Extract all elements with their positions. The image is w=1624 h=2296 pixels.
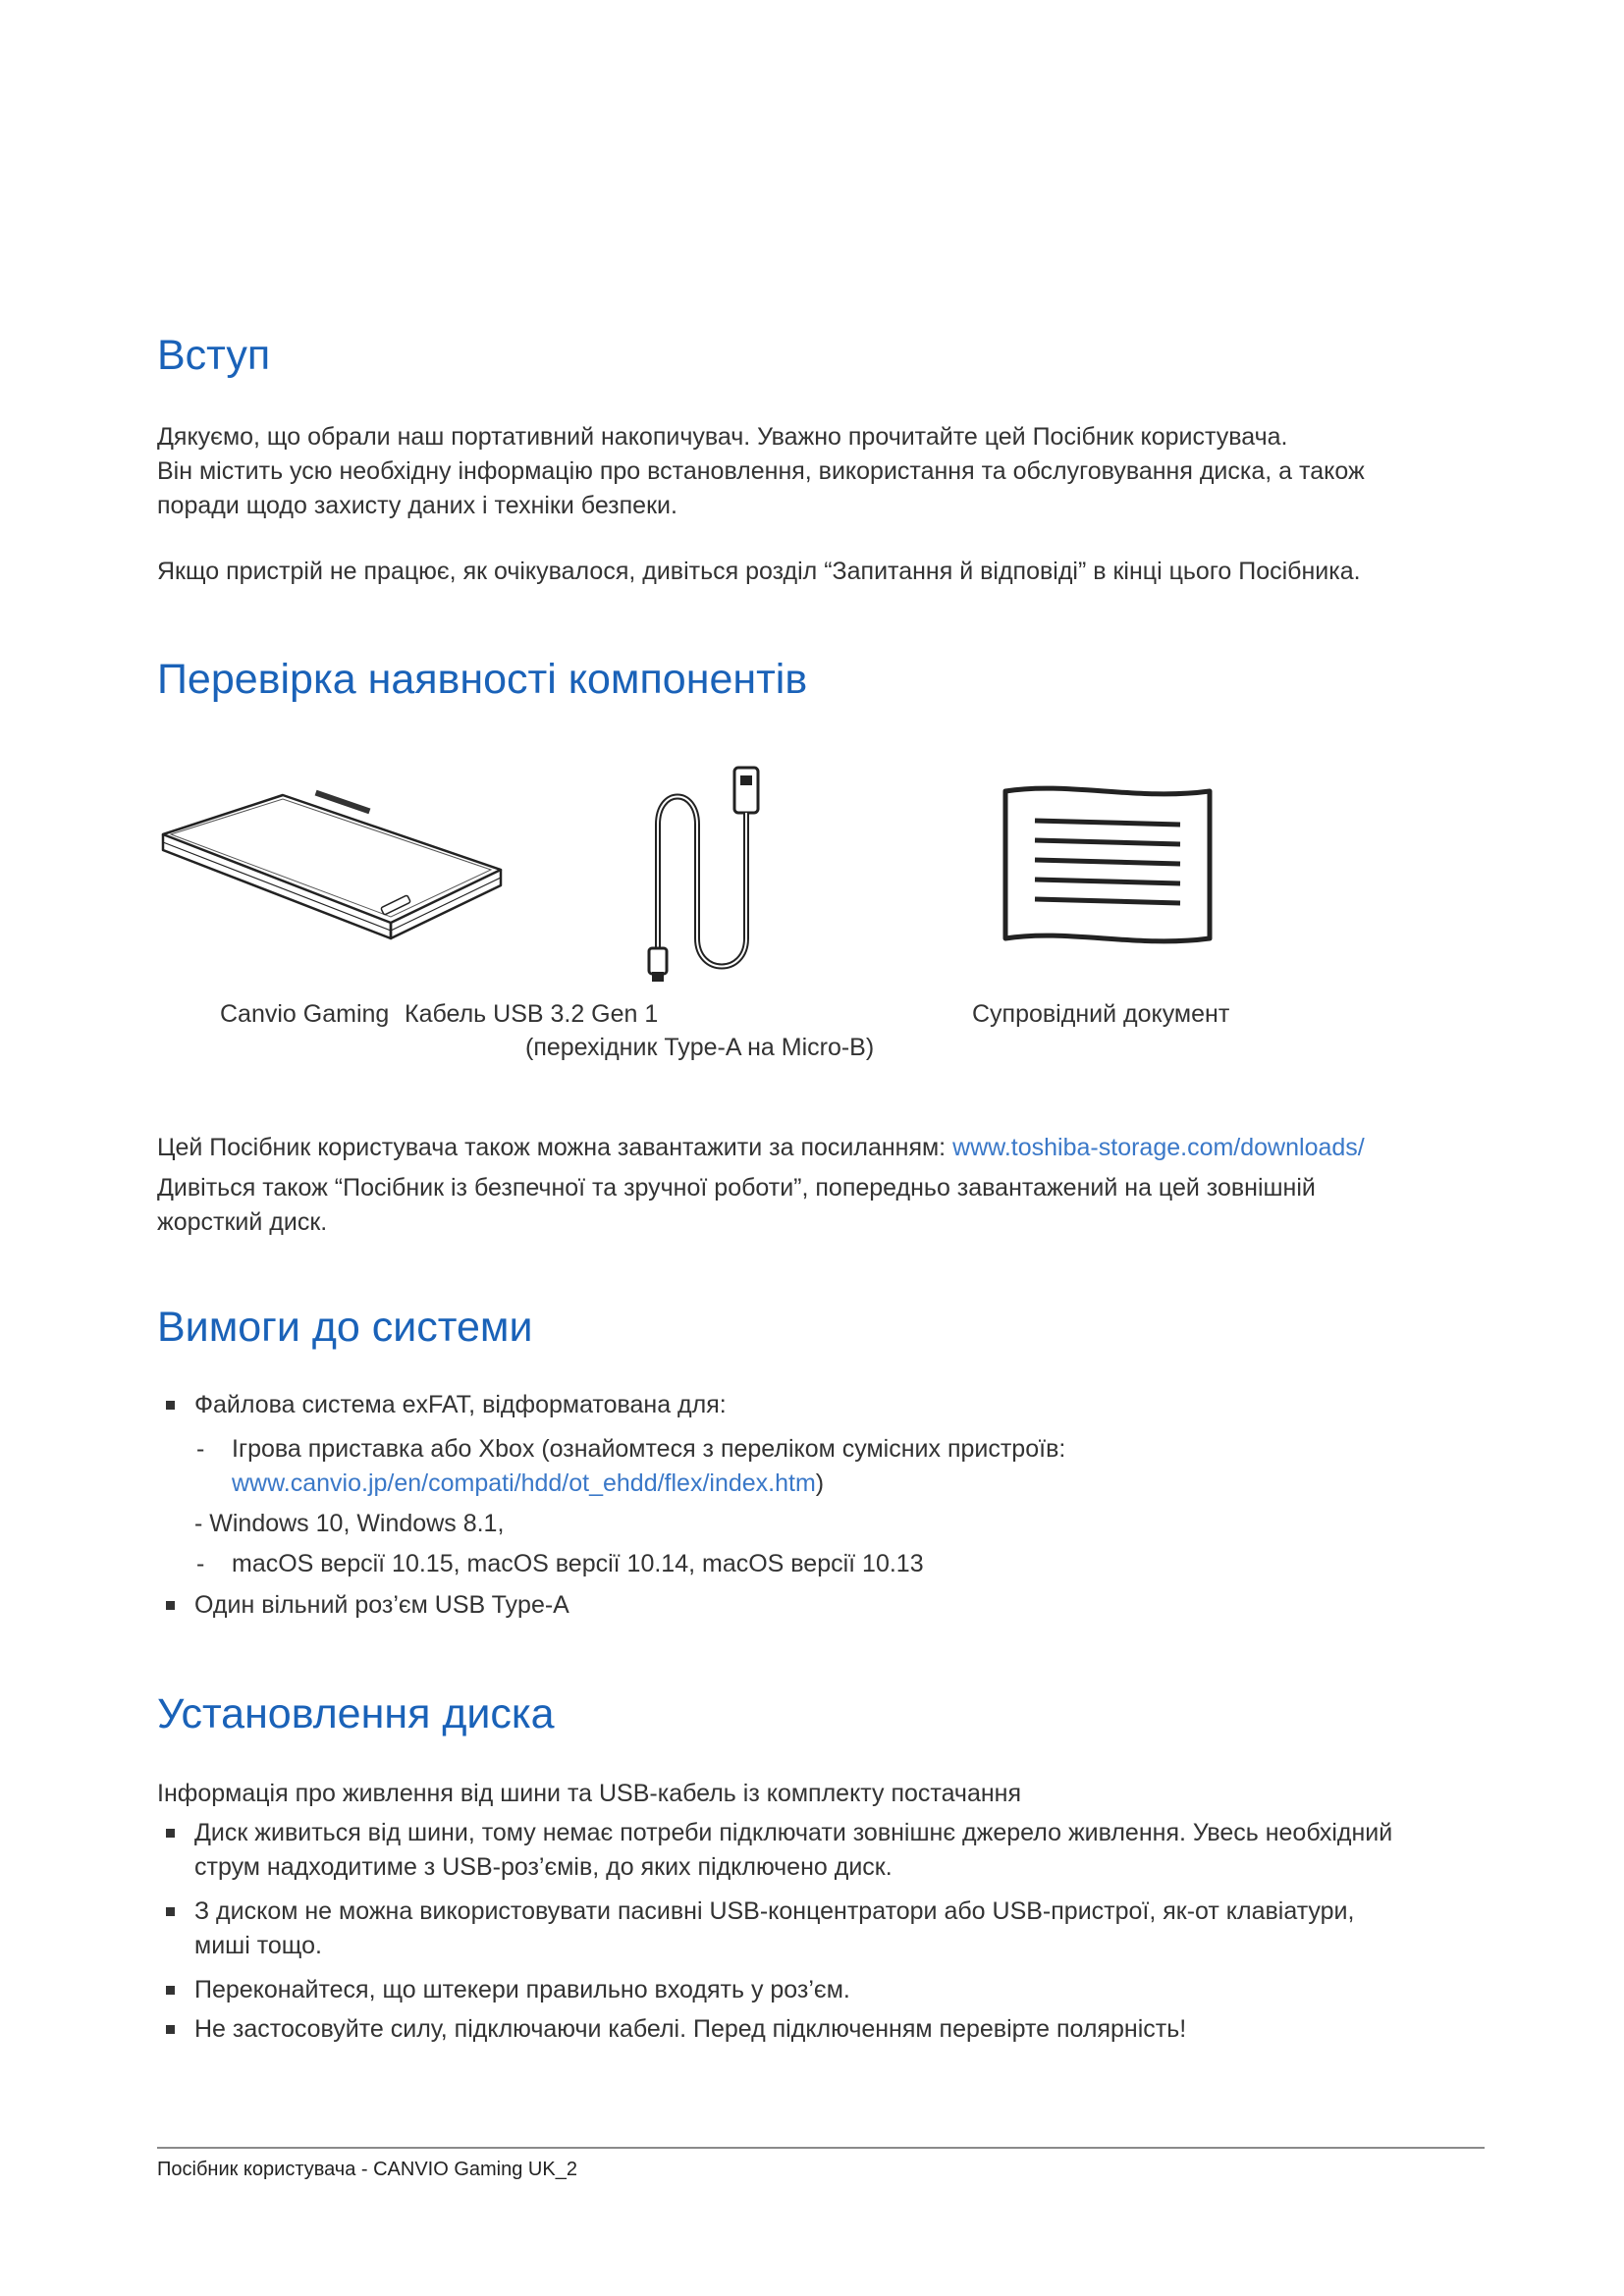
intro-line-3: поради щодо захисту даних і техніки безпеки. bbox=[157, 492, 677, 519]
req-windows-line: - Windows 10, Windows 8.1, bbox=[194, 1510, 505, 1537]
hubs-line-2: миші тощо. bbox=[194, 1932, 322, 1959]
req-console-line: Ігрова приставка або Xbox (ознайомтеся з переліком сумісних пристроїв: bbox=[232, 1435, 1066, 1463]
see-also-line-2: жорсткий диск. bbox=[157, 1208, 328, 1236]
install-bullet-plugs: Переконайтеся, що штекери правильно входять у роз’єм. bbox=[194, 1976, 850, 2003]
bullet-marker bbox=[166, 1601, 175, 1610]
install-bullet-polarity: Не застосовуйте силу, підключаючи кабелі. Перед підключенням перевірте полярність! bbox=[194, 2015, 1187, 2043]
footer-divider bbox=[157, 2147, 1485, 2149]
download-line bbox=[157, 1131, 1512, 1165]
req-bullet-filesystem: Файлова система exFAT, відформатована для: bbox=[194, 1391, 727, 1418]
compat-list-link[interactable]: www.canvio.jp/en/compati/hdd/ot_ehdd/flex/index.htm bbox=[232, 1469, 816, 1497]
dash-marker: - bbox=[196, 1435, 205, 1463]
bullet-marker bbox=[166, 1907, 175, 1916]
document-illustration bbox=[1000, 781, 1216, 954]
intro-paragraph bbox=[157, 420, 1483, 523]
hubs-line-1: З диском не можна використовувати пасивні USB-концентратори або USB-пристрої, як-от клавіатури, bbox=[194, 1897, 1355, 1925]
intro-faq-note: Якщо пристрій не працює, як очікувалося, дивіться розділ “Запитання й відповіді” в кінці цього Посібника. bbox=[157, 558, 1361, 585]
download-text: Цей Посібник користувача також можна завантажити за посиланням: bbox=[157, 1134, 953, 1161]
components-heading: Перевірка наявності компонентів bbox=[157, 656, 808, 703]
intro-heading: Вступ bbox=[157, 332, 271, 379]
bullet-marker bbox=[166, 1401, 175, 1410]
caption-drive: Canvio Gaming bbox=[220, 1000, 390, 1028]
req-macos-line: macOS версії 10.15, macOS версії 10.14, macOS версії 10.13 bbox=[232, 1550, 924, 1577]
caption-cable-line-2: (перехідник Type-A на Micro-B) bbox=[525, 1034, 875, 1061]
bus-power-line-2: струм надходитиме з USB-роз’ємів, до яких підключено диск. bbox=[194, 1853, 893, 1881]
requirements-heading: Вимоги до системи bbox=[157, 1304, 533, 1351]
compat-close-paren: ) bbox=[815, 1469, 825, 1497]
install-bullet-hubs bbox=[194, 1895, 1490, 1963]
install-heading: Установлення диска bbox=[157, 1690, 555, 1737]
bullet-marker bbox=[166, 1829, 175, 1838]
caption-cable-line-1: Кабель USB 3.2 Gen 1 bbox=[405, 1000, 659, 1028]
see-also-line-1: Дивіться також “Посібник із безпечної та зручної роботи”, попередньо завантажений на цей зовнішній bbox=[157, 1174, 1316, 1201]
bullet-marker bbox=[166, 2025, 175, 2034]
req-compat-link-line bbox=[232, 1467, 824, 1501]
usb-cable-illustration bbox=[638, 762, 785, 986]
download-link[interactable]: www.toshiba-storage.com/downloads/ bbox=[952, 1134, 1365, 1161]
page-footer: Посібник користувача - CANVIO Gaming UK_2 bbox=[157, 2159, 577, 2180]
see-also-paragraph bbox=[157, 1171, 1483, 1240]
intro-line-2: Він містить усю необхідну інформацію про встановлення, використання та обслуговування диска, а також bbox=[157, 457, 1365, 485]
caption-document: Супровідний документ bbox=[972, 1000, 1230, 1028]
install-bullet-bus-power bbox=[194, 1816, 1490, 1885]
bullet-marker bbox=[166, 1986, 175, 1995]
drive-illustration bbox=[157, 785, 511, 962]
intro-line-1: Дякуємо, що обрали наш портативний накопичувач. Уважно прочитайте цей Посібник користувача. bbox=[157, 423, 1288, 451]
req-bullet-usb-port: Один вільний роз’єм USB Type-A bbox=[194, 1591, 569, 1619]
bus-power-line-1: Диск живиться від шини, тому немає потреби підключати зовнішнє джерело живлення. Увесь необхідний bbox=[194, 1819, 1393, 1846]
dash-marker: - bbox=[196, 1550, 205, 1577]
install-intro: Інформація про живлення від шини та USB-кабель із комплекту постачання bbox=[157, 1780, 1022, 1807]
